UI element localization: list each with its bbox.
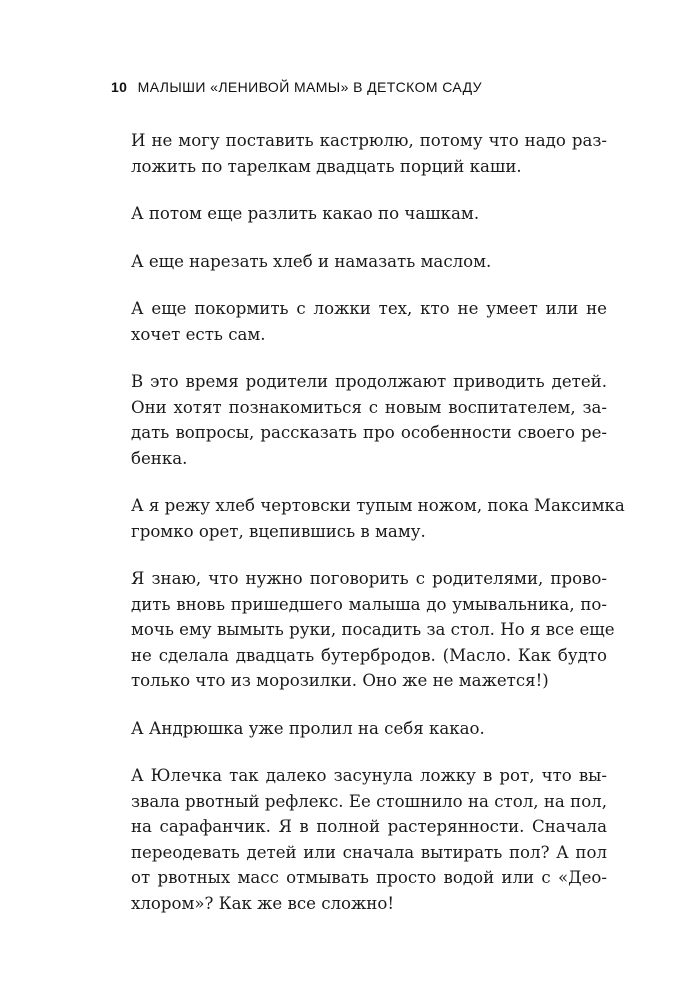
text-line: А я режу хлеб чертовски тупым ножом, пока Максимка <box>131 496 625 515</box>
text-line: переодевать детей или сначала вытирать пол? А пол <box>131 842 607 862</box>
paragraph <box>131 249 607 275</box>
text-line: от рвотных масс отмывать просто водой или с «Део- <box>131 868 607 887</box>
body-text <box>131 128 625 938</box>
paragraph <box>131 763 607 916</box>
paragraph <box>131 128 607 179</box>
text-line: Я знаю, что нужно поговорить с родителями, прово- <box>131 569 607 588</box>
text-line: И не могу поставить кастрюлю, потому что надо раз- <box>131 131 607 150</box>
text-line: В это время родители продолжают приводить детей. <box>131 372 607 391</box>
page-number: 10 <box>111 79 128 95</box>
paragraph <box>131 201 607 227</box>
text-line: бенка. <box>131 448 188 468</box>
text-line: А Андрюшка уже пролил на себя какао. <box>131 718 485 738</box>
text-line: хлором»? Как же все сложно! <box>131 893 395 913</box>
text-line: А Юлечка так далеко засунула ложку в рот, что вы- <box>131 766 607 785</box>
paragraph <box>131 493 625 544</box>
paragraph <box>131 716 607 742</box>
text-line: А еще покормить с ложки тех, кто не умеет или не <box>131 299 607 318</box>
book-title: МАЛЫШИ «ЛЕНИВОЙ МАМЫ» В ДЕТСКОМ САДУ <box>137 79 482 95</box>
text-line: А потом еще разлить какао по чашкам. <box>131 204 480 223</box>
text-line: хочет есть сам. <box>131 324 266 344</box>
paragraph <box>131 296 607 347</box>
text-line: на сарафанчик. Я в полной растерянности. Сначала <box>131 817 607 836</box>
running-head <box>111 79 631 95</box>
text-line: дить вновь пришедшего малыша до умывальника, по- <box>131 594 607 614</box>
text-line: дать вопросы, рассказать про особенности своего ре- <box>131 423 607 442</box>
text-line: мочь ему вымыть руки, посадить за стол. Но я все еще <box>131 620 615 639</box>
text-line: Они хотят познакомиться с новым воспитателем, за- <box>131 397 607 417</box>
text-line: громко орет, вцепившись в маму. <box>131 521 426 541</box>
text-line: не сделала двадцать бутербродов. (Масло. Как будто <box>131 645 607 665</box>
text-line: ложить по тарелкам двадцать порций каши. <box>131 156 522 176</box>
text-line: А еще нарезать хлеб и намазать маслом. <box>131 251 492 271</box>
paragraph <box>131 369 607 471</box>
text-line: только что из морозилки. Оно же не мажется!) <box>131 671 549 690</box>
text-line: звала рвотный рефлекс. Ее стошнило на стол, на пол, <box>131 791 607 811</box>
paragraph <box>131 566 615 694</box>
